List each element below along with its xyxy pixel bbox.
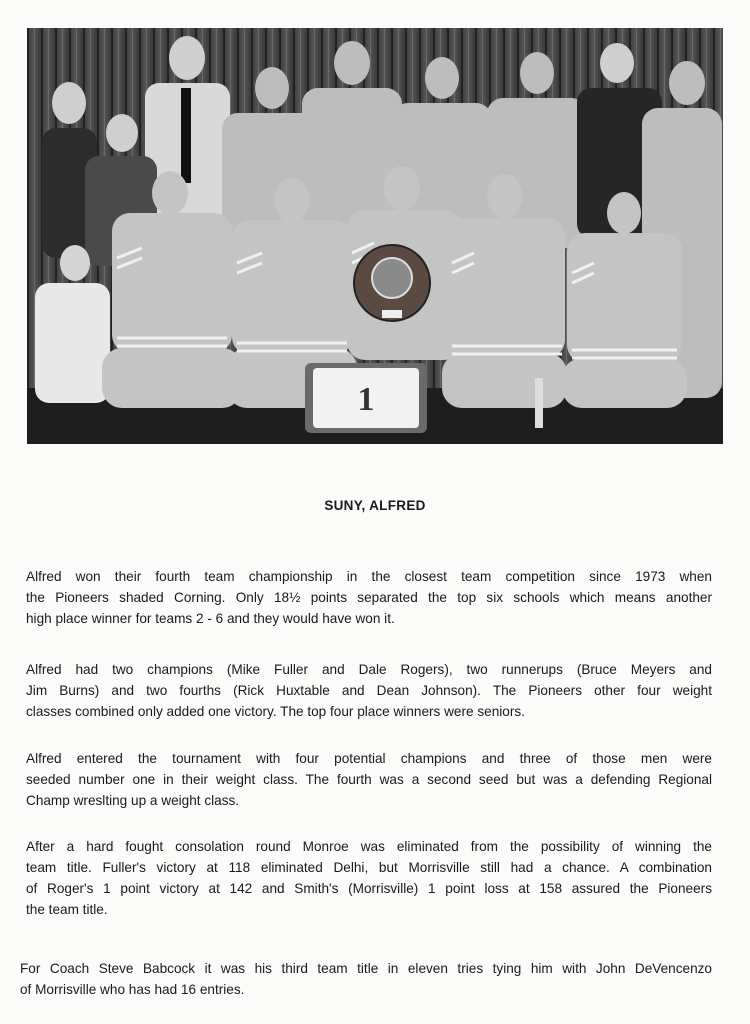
team-photo (27, 28, 723, 444)
paragraph-line: the team title. (26, 902, 108, 917)
paragraph-2 (26, 659, 712, 722)
paragraph-line: For Coach Steve Babcock it was his third team title in eleven tries tying him with John DeVencenzo (20, 961, 712, 976)
paragraph-line: Alfred won their fourth team championship in the closest team competition since 1973 when (26, 569, 712, 584)
paragraph-line: After a hard fought consolation round Monroe was eliminated from the possibility of winning the (26, 839, 712, 854)
paragraph-4 (26, 836, 712, 920)
paragraph-line: Jim Burns) and two fourths (Rick Huxtable and Dean Johnson). The Pioneers other four weight (26, 683, 712, 698)
paragraph-line: Alfred entered the tournament with four potential champions and three of those men were (26, 751, 712, 766)
trophy-plaque (354, 245, 430, 321)
paragraph-5 (20, 958, 712, 1000)
paragraph-line: seeded number one in their weight class. The fourth was a second seed but was a defending Regional (26, 772, 712, 787)
page-heading: SUNY, ALFRED (324, 498, 426, 513)
paragraph-line: high place winner for teams 2 - 6 and they would have won it. (26, 611, 395, 626)
paragraph-1 (26, 566, 712, 629)
cake-number: 1 (357, 381, 375, 418)
paragraph-line: of Morrisville who has had 16 entries. (20, 982, 245, 997)
paragraph-3 (26, 748, 712, 811)
paragraph-line: of Roger's 1 point victory at 142 and Smith's (Morrisville) 1 point loss at 158 assured the Pioneers (26, 881, 712, 896)
paragraph-line: Champ wreslting up a weight class. (26, 793, 240, 808)
paragraph-line: classes combined only added one victory. The top four place winners were seniors. (26, 704, 525, 719)
paragraph-line: Alfred had two champions (Mike Fuller and Dale Rogers), two runnerups (Bruce Meyers and (26, 662, 712, 677)
team-photo-illustration (27, 28, 723, 444)
cake (305, 363, 427, 433)
small-trophy (535, 378, 543, 428)
paragraph-line: team title. Fuller's victory at 118 eliminated Delhi, but Morrisville still had a chance. A combination (26, 860, 712, 875)
paragraph-line: the Pioneers shaded Corning. Only 18½ points separated the top six schools which means another (26, 590, 712, 605)
